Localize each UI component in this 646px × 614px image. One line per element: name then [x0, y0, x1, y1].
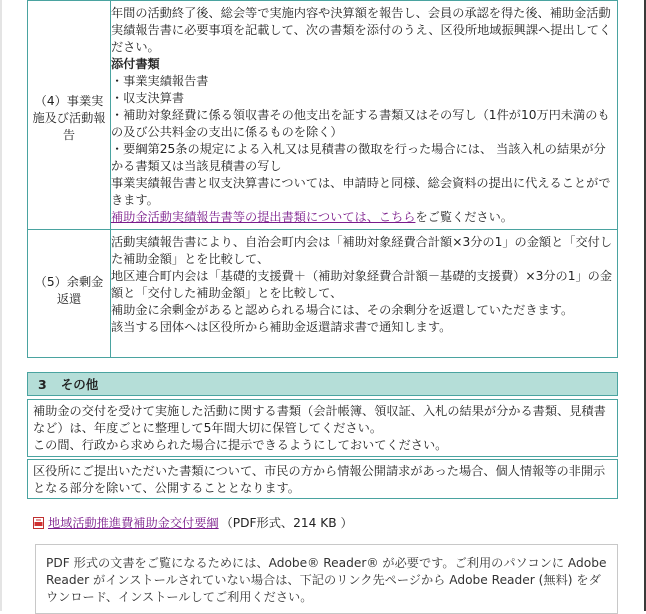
- attachment-item: ・要綱第25条の規定による入札又は見積書の徴取を行った場合には、 当該入札の結果が分かる書類又は当該見積書の写し: [111, 142, 606, 173]
- row-label: （5）余剰金返還: [34, 275, 104, 306]
- table-row-surplus-return: [28, 230, 618, 358]
- row-content-cell: [111, 1, 618, 230]
- section-number: 3: [38, 377, 47, 392]
- pdf-file-icon: [33, 517, 44, 529]
- report-link-line: [111, 209, 617, 226]
- retention-text: 補助金の交付を受けて実施した活動に関する書類（会計帳簿、領収証、入札の結果が分かる書類、見積書など）は、年度ごとに整理して5年間大切に保管してください。 この間、行政から求められた場合に提示できるようにしておいてください。: [33, 404, 606, 452]
- row-label-cell: [28, 1, 111, 230]
- section-header-other: [27, 372, 618, 396]
- procedure-table: [27, 0, 618, 358]
- retention-notice: [27, 399, 618, 457]
- pdf-document-line: [33, 514, 353, 532]
- section-title: その他: [60, 377, 99, 392]
- disclosure-notice: [27, 459, 618, 499]
- submission-docs-link[interactable]: 補助金活動実績報告書等の提出書類については、こちら: [111, 210, 416, 224]
- subsidy-guidelines-pdf-link[interactable]: 地域活動推進費補助金交付要綱: [48, 515, 219, 530]
- attachment-item: ・事業実績報告書: [111, 74, 209, 88]
- adobe-reader-notice: [35, 544, 618, 614]
- row-label-cell: [28, 230, 111, 358]
- row-label: （4）事業実施及び活動報告: [32, 94, 106, 142]
- pdf-meta: （PDF形式、214 KB ）: [220, 515, 353, 530]
- report-note: 事業実績報告書と収支決算書については、申請時と同様、総会資料の提出に代えることができます。: [111, 176, 611, 207]
- attachment-item: ・収支決算書: [111, 91, 185, 105]
- adobe-reader-text: PDF 形式の文書をご覧になるためには、Adobe® Reader® が必要です。ご利用のパソコンに Adobe Reader がインストールされていない場合は、下記のリンク先ページから Adobe Reader (無料) をダウンロード、インストールしてご利用ください。: [46, 556, 607, 604]
- disclosure-text: 区役所にご提出いただいた書類について、市民の方から情報公開請求があった場合、個人情報等の非開示となる部分を除いて、公開することとなります。: [33, 464, 606, 495]
- report-intro: 年間の活動終了後、総会等で実施内容や決算額を報告し、会員の承認を得た後、補助金活動実績報告書に必要事項を記載して、次の書類を添付のうえ、区役所地域振興課へ提出してください。: [111, 6, 612, 54]
- window-left-edge: [0, 0, 2, 611]
- link-suffix: をご覧ください。: [415, 210, 513, 224]
- surplus-text: 活動実績報告書により、自治会町内会は「補助対象経費合計額×3分の1」の金額と「交付した補助金額」とを比較して、 地区連合町内会は「基礎的支援費＋（補助対象経費合計額－基礎的支援費）×3分の1」の金額と「交付した補助金額」とを比較して、 補助金に余剰金があると認められる場合には、その余剰分を返還していただきます。 該当する団体へは区役所から補助金返還請求書で通知します。: [111, 235, 613, 334]
- table-row-activity-report: [28, 1, 618, 230]
- row-content-cell: [111, 230, 618, 358]
- attachments-heading: 添付書類: [111, 57, 160, 71]
- attachment-item: ・補助対象経費に係る領収書その他支出を証する書類又はその写し（1件が10万円未満のもの及び公共料金の支出に係るものを除く）: [111, 108, 610, 139]
